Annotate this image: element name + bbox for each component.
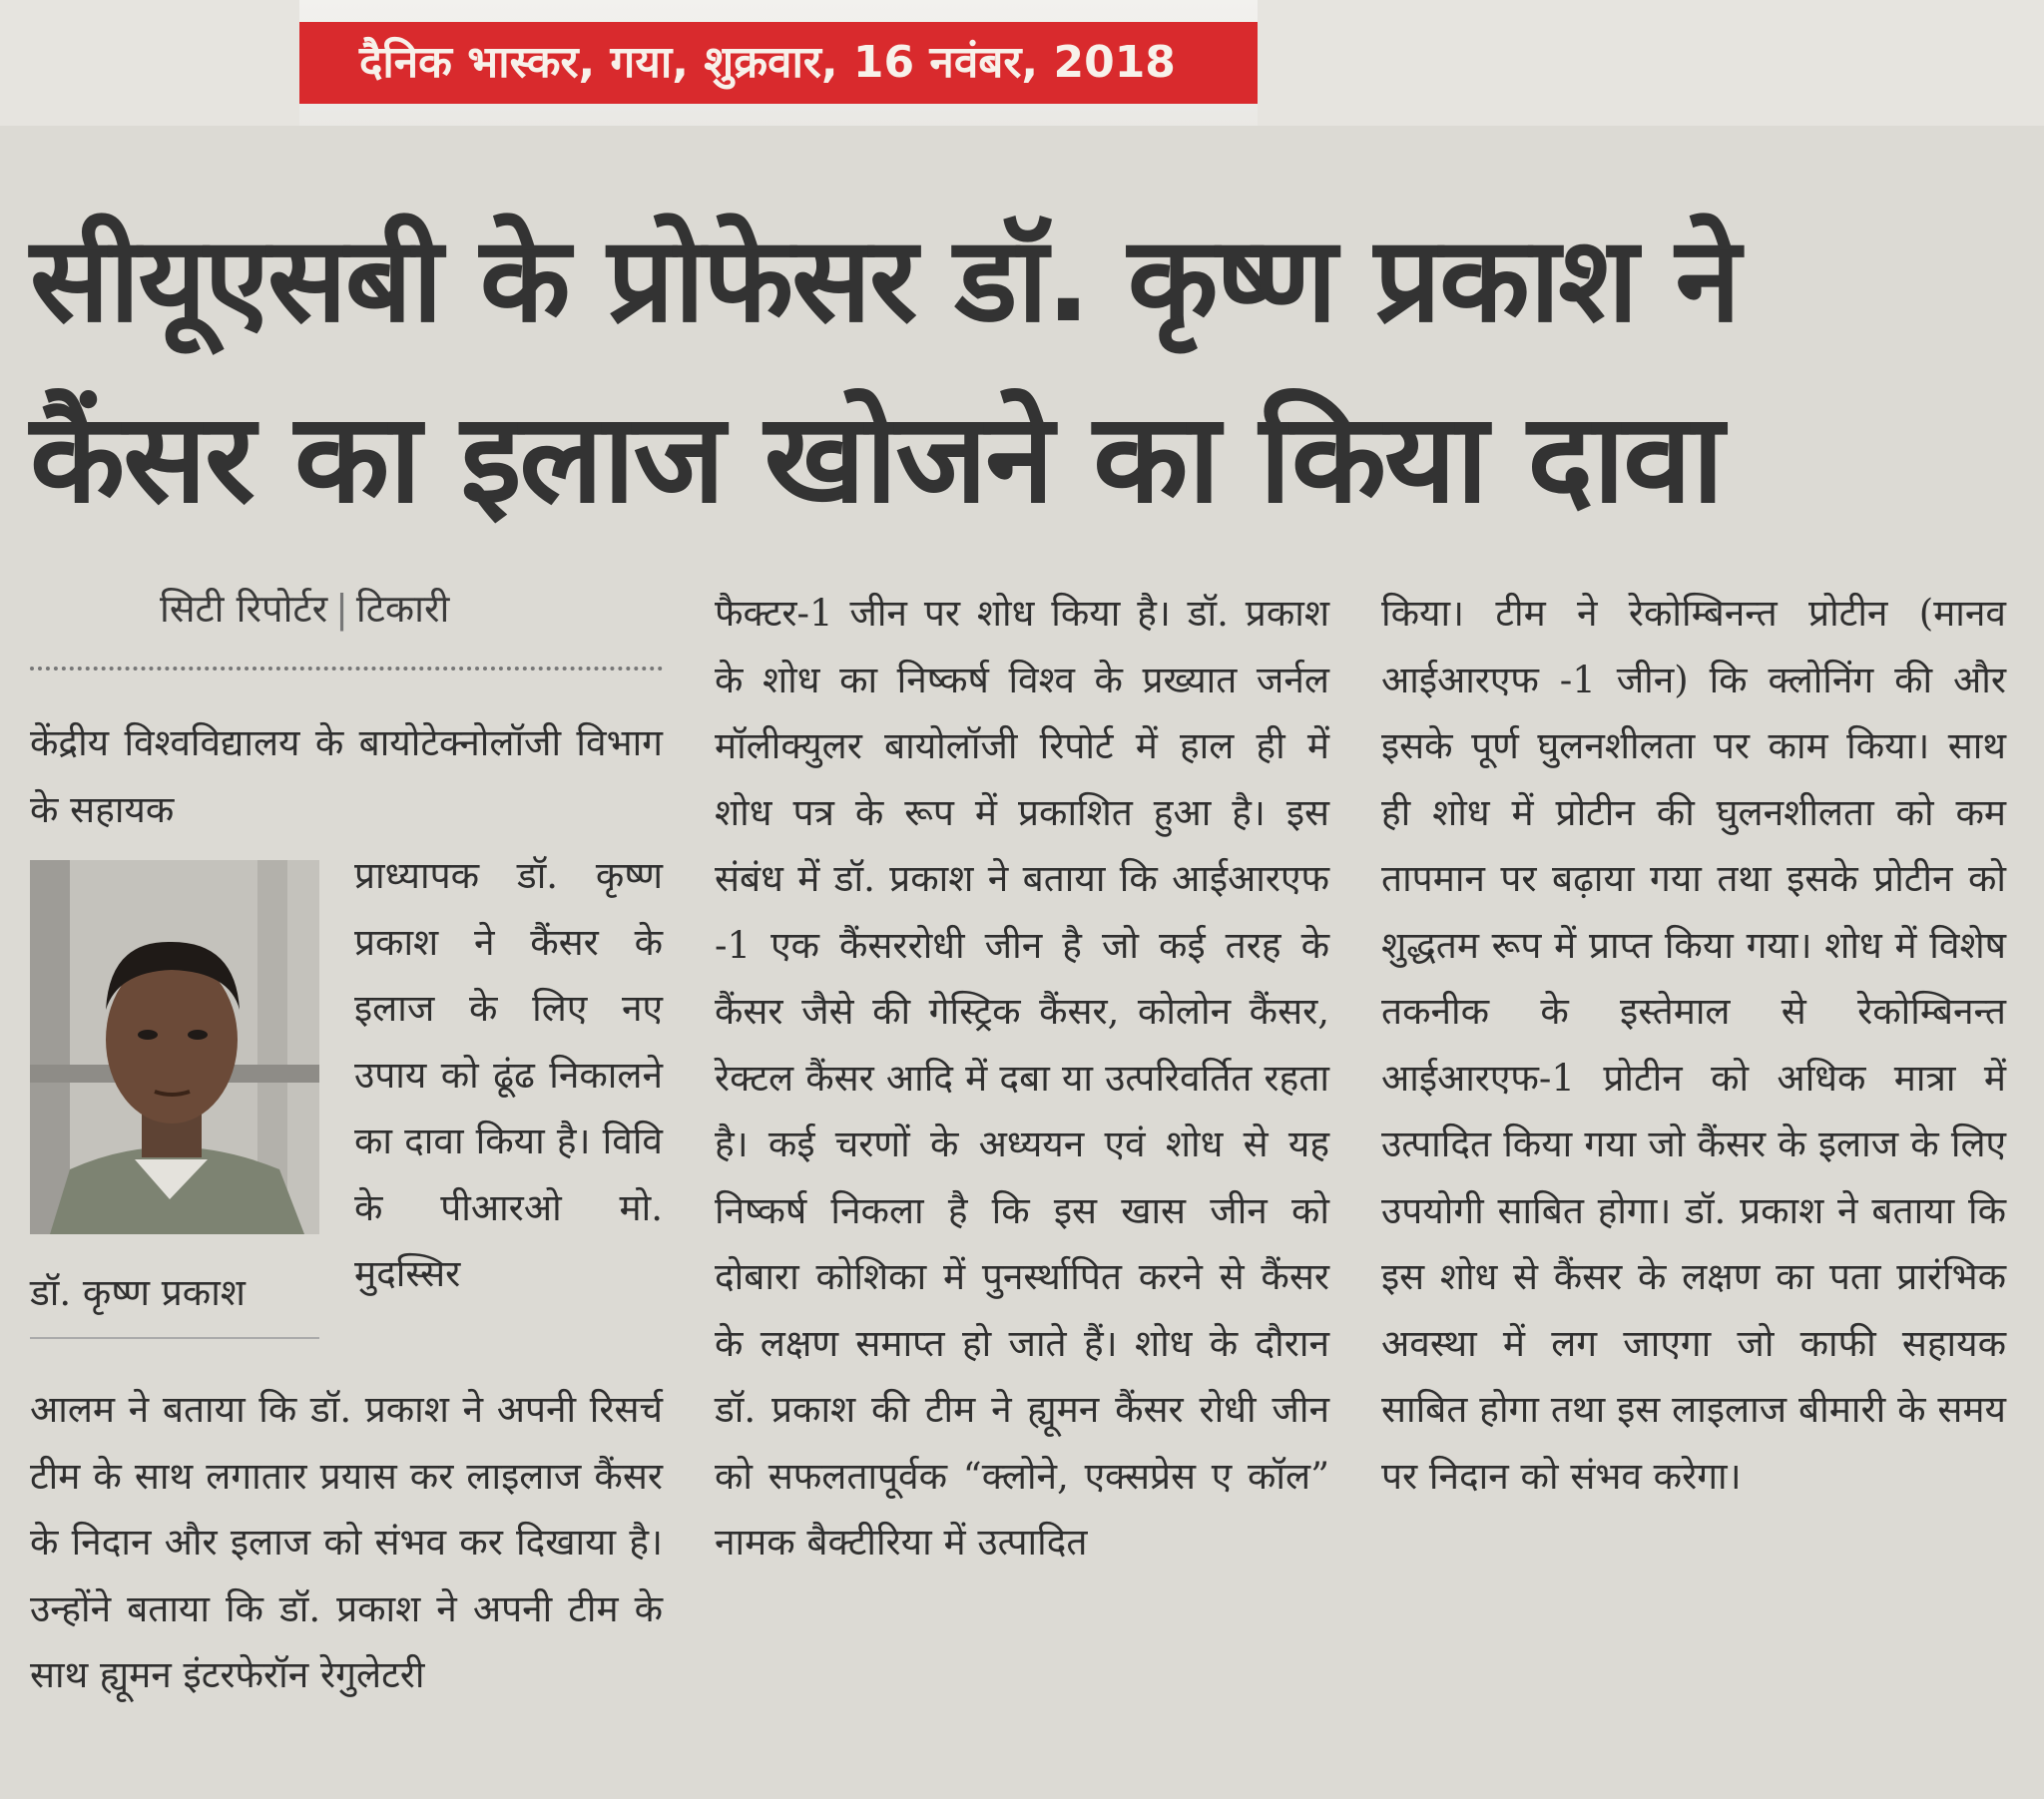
byline-location: टिकारी [355,587,450,631]
byline [160,582,449,634]
article-column-2: फैक्टर-1 जीन पर शोध किया है। डॉ. प्रकाश के शोध का निष्कर्ष विश्व के प्रख्यात जर्नल मॉलीक्युलर बायोलॉजी रिपोर्ट में हाल ही में शोध पत्र के रूप में प्रकाशित हुआ है। इस संबंध में डॉ. प्रकाश ने बताया कि आईआरएफ -1 एक कैंसररोधी जीन है जो कई तरह के कैंसर जैसे की गेस्ट्रिक कैंसर, कोलोन कैंसर, रेक्टल कैंसर आदि में दबा या उत्परिवर्तित रहता है। कई चरणों के अध्ययन एवं शोध से यह निष्कर्ष निकला है कि इस खास जीन को दोबारा कोशिका में पुनर्स्थापित करने से कैंसर के लक्षण समाप्त हो जाते हैं। शोध के दौरान डॉ. प्रकाश की टीम ने ह्यूमन कैंसर रोधी जीन को सफलतापूर्वक “क्लोने, एक्सप्रेस ए कॉल” नामक बैक्टीरिया में उत्पादित [715,592,1329,1564]
article-column-3: किया। टीम ने रेकोम्बिनन्त प्रोटीन (मानव आईआरएफ -1 जीन) कि क्लोनिंग की और इसके पूर्ण घुलनशीलता पर काम किया। साथ ही शोध में प्रोटीन की घुलनशीलता को कम तापमान पर बढ़ाया गया तथा इसके प्रोटीन को शुद्धतम रूप में प्राप्त किया गया। शोध में विशेष तकनीक के इस्तेमाल से रेकोम्बिनन्त आईआरएफ-1 प्रोटीन को अधिक मात्रा में उत्पादित किया गया जो कैंसर के इलाज के लिए उपयोगी साबित होगा। डॉ. प्रकाश ने बताया कि इस शोध से कैंसर के लक्षण का पता प्रारंभिक अवस्था में लग जाएगा जो काफी सहायक साबित होगा तथा इस लाइलाज बीमारी के समय पर निदान को संभव करेगा। [1381,592,2006,1498]
headline-line-2: कैंसर का इलाज खोजने का किया दावा [30,387,1723,531]
portrait-illustration [30,860,319,1234]
byline-divider [30,667,663,671]
photo-caption: डॉ. कृष्ण प्रकाश [30,1265,329,1316]
byline-reporter: सिटी रिपोर्टर [160,587,328,631]
article-column-1-top: केंद्रीय विश्वविद्यालय के बायोटेक्नोलॉजी विभाग के सहायक [30,721,663,831]
caption-rule [30,1337,319,1339]
article-column-1-beside-photo: प्राध्यापक डॉ. कृष्ण प्रकाश ने कैंसर के इलाज के लिए नए उपाय को ढूंढ निकालने का दावा किया है। विवि के पीआरओ मो. मुदस्सिर [354,854,663,1295]
headline-line-1: सीयूएसबी के प्रोफेसर डॉ. कृष्ण प्रकाश ने [30,211,1740,348]
portrait-photo-icon [30,860,319,1234]
masthead-banner: दैनिक भास्कर, गया, शुक्रवार, 16 नवंबर, 2018 [299,22,1258,104]
article-column-1-bottom: आलम ने बताया कि डॉ. प्रकाश ने अपनी रिसर्च टीम के साथ लगातार प्रयास कर लाइलाज कैंसर के निदान और इलाज को संभव कर दिखाया है। उन्होंने बताया कि डॉ. प्रकाश ने अपनी टीम के साथ ह्यूमन इंटरफेरॉन रेगुलेटरी [30,1388,663,1696]
byline-separator: | [335,587,348,631]
